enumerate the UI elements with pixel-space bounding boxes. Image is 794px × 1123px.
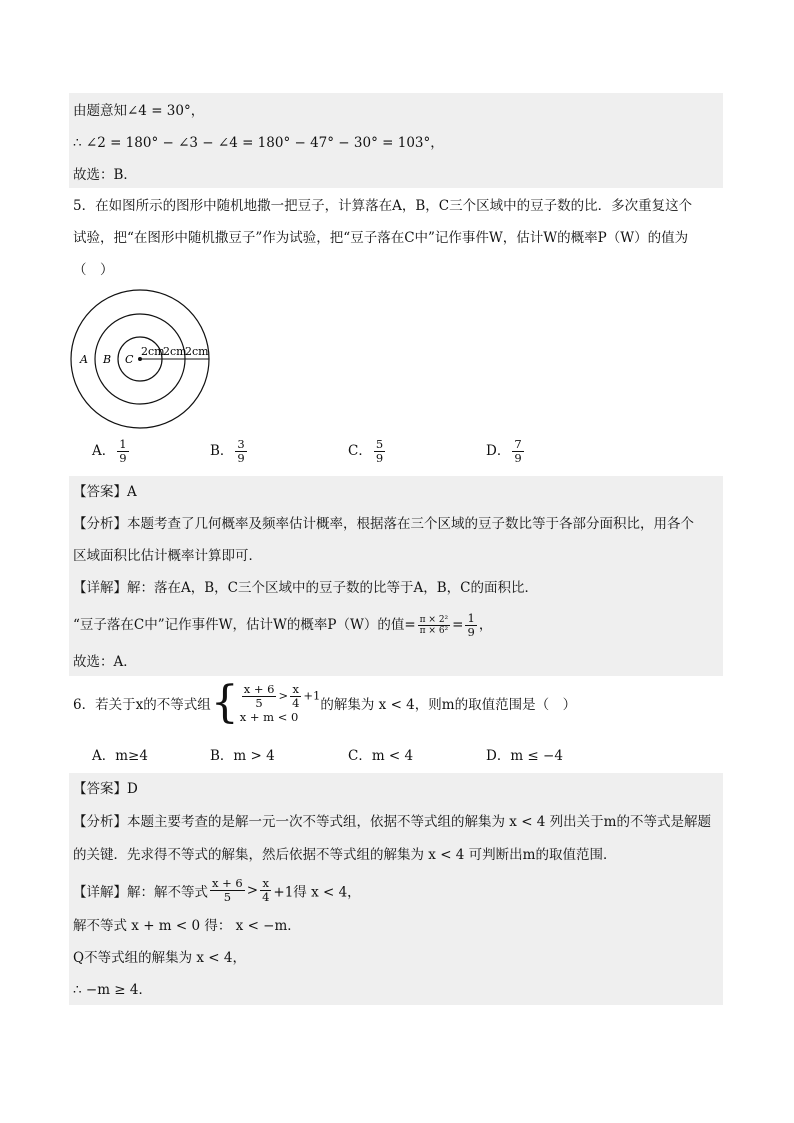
concentric-circles-diagram bbox=[70, 288, 212, 430]
q5-answer: 【答案】A bbox=[73, 484, 137, 500]
q6-analysis-line-1: 【分析】本题主要考查的是解一元一次不等式组，依据不等式组的解集为 x < 4 列出关于m的不等式是解题 bbox=[73, 814, 711, 830]
q6-answer: 【答案】D bbox=[73, 781, 138, 797]
q6-stem: 6．若关于x的不等式组{ $\frac{x + 6}{5}$ > $\frac{x}{4}$ +1 x + m < 0 的解集为 x < 4，则m的取值范围是（ ） bbox=[73, 677, 577, 728]
q6-option-d[interactable]: D．m ≤ −4 bbox=[486, 748, 563, 764]
q5-stem-line-2: 试验，把“在图形中随机撒豆子”作为试验，把“豆子落在C中”记作事件W，估计W的概率P（W）的值为 bbox=[73, 230, 689, 246]
radius-label-2: 2cm bbox=[163, 345, 187, 358]
probability-fraction: $\frac{\text{π × 2²}}{\text{π × 6²}}$ bbox=[419, 615, 449, 636]
q6-option-b[interactable]: B．m > 4 bbox=[210, 748, 275, 764]
q5-analysis-line-2: 区域面积比估计概率计算即可． bbox=[73, 548, 262, 564]
system-brace: { bbox=[210, 677, 239, 728]
radius-label-3: 2cm bbox=[185, 345, 209, 358]
region-label-c: C bbox=[125, 353, 134, 366]
q6-option-c[interactable]: C．m < 4 bbox=[348, 748, 414, 764]
q6-detail-line-3: Q不等式组的解集为 x < 4， bbox=[73, 950, 246, 966]
inequality-system: $\frac{x + 6}{5}$ > $\frac{x}{4}$ +1 x + m < 0 bbox=[239, 681, 321, 724]
q6-detail-line-4: ∴ −m ≥ 4． bbox=[73, 982, 152, 998]
q5-solution-block bbox=[69, 476, 723, 676]
radius-label-1: 2cm bbox=[141, 345, 165, 358]
q5-stem-line-1: 5．在如图所示的图形中随机地撒一把豆子，计算落在A，B，C三个区域中的豆子数的比．多次重复这个 bbox=[73, 198, 693, 214]
region-label-b: B bbox=[103, 353, 112, 366]
q6-detail-line-2: 解不等式 x + m < 0 得： x < −m． bbox=[73, 918, 301, 934]
q5-stem-line-3: （ ） bbox=[73, 262, 114, 278]
q5-option-b[interactable]: B． $\frac{3}{9}$ bbox=[210, 437, 245, 465]
q5-option-c[interactable]: C． $\frac{5}{9}$ bbox=[348, 437, 384, 465]
region-label-a: A bbox=[80, 353, 88, 366]
q5-detail-line-2: “豆子落在C中”记作事件W，估计W的概率P（W）的值= $\frac{\text{π × 2²}}{\text{π × 6²}}$ = $\frac{1}{9}$ ， bbox=[73, 611, 493, 639]
q5-option-d[interactable]: D． $\frac{7}{9}$ bbox=[486, 437, 522, 465]
previous-solution-block bbox=[69, 93, 723, 188]
q5-detail-line-1: 【详解】解：落在A，B，C三个区域中的豆子数的比等于A，B，C的面积比． bbox=[73, 580, 538, 596]
q6-analysis-line-2: 的关键．先求得不等式的解集，然后依据不等式组的解集为 x < 4 可判断出m的取值范围． bbox=[73, 847, 617, 863]
q5-analysis-line-1: 【分析】本题考查了几何概率及频率估计概率，根据落在三个区域的豆子数比等于各部分面积比，用各个 bbox=[73, 516, 694, 532]
q6-solution-block bbox=[69, 773, 723, 1005]
q6-detail-line-1: 【详解】解：解不等式 $\frac{x + 6}{5}$ > $\frac{x}{4}$ +1得 x < 4， bbox=[73, 876, 361, 904]
q6-option-a[interactable]: A．m≥4 bbox=[92, 748, 148, 764]
angle-calculation-line: ∴ ∠2 = 180° − ∠3 − ∠4 = 180° − 47° − 30° = 103°， bbox=[73, 135, 444, 151]
given-angle-line: 由题意知∠4 = 30°， bbox=[73, 103, 205, 119]
probability-result-fraction: $\frac{1}{9}$ bbox=[467, 611, 475, 639]
q5-conclusion: 故选：A． bbox=[73, 654, 137, 670]
question-6 bbox=[69, 678, 723, 773]
q5-option-a[interactable]: A． $\frac{1}{9}$ bbox=[92, 437, 127, 465]
choice-line: 故选：B． bbox=[73, 167, 137, 183]
